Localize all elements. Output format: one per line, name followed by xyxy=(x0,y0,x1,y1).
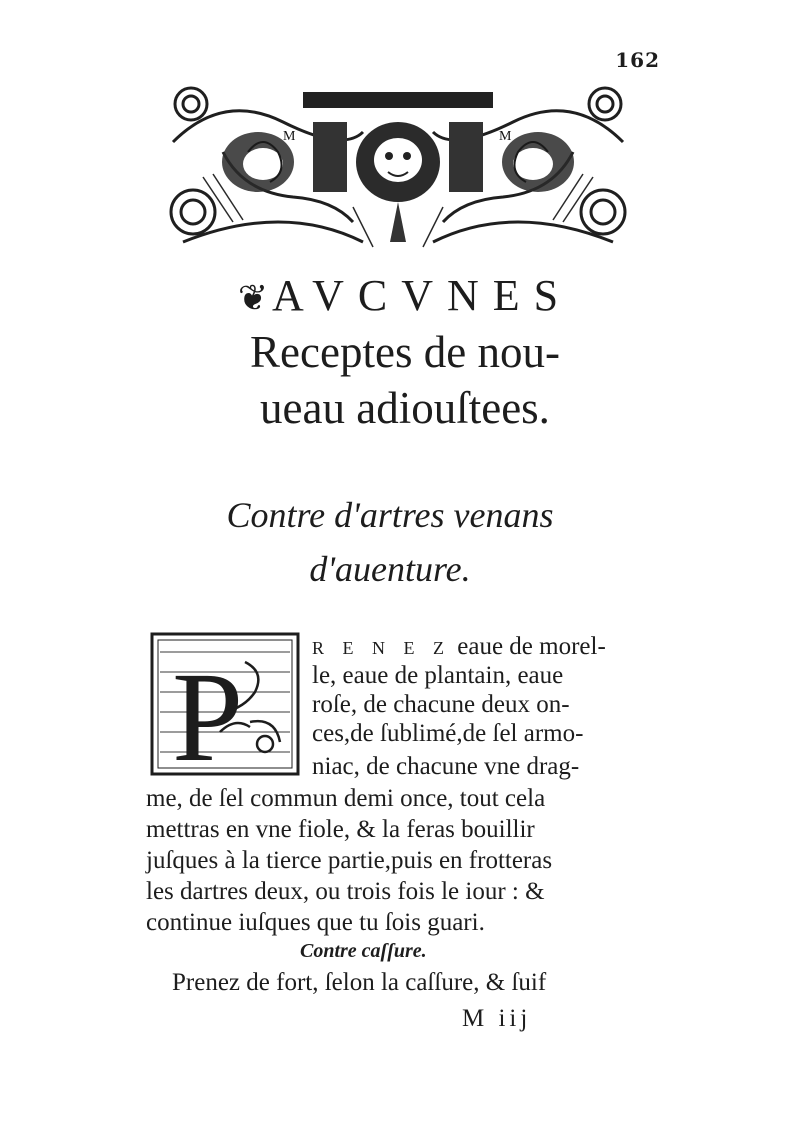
ornamental-headpiece xyxy=(163,82,633,254)
dropcap-letter: P xyxy=(172,646,244,776)
heading-line1: ❦AVCVNES xyxy=(237,271,573,320)
paragraph-line-8: juſques à la tierce partie,puis en frotteras xyxy=(146,847,553,874)
paragraph-line-3: roſe, de chacune deux on- xyxy=(312,691,570,718)
chapter-heading xyxy=(170,270,640,436)
fleuron-icon: ❦ xyxy=(237,278,269,318)
signature-mark: M iij xyxy=(462,1005,532,1032)
paragraph-line-5: niac, de chacune vne drag- xyxy=(312,753,580,780)
svg-text:M: M xyxy=(283,129,296,144)
section-title: Contre caſſure. xyxy=(300,940,427,962)
paragraph-line-4: ces,de ſublimé,de ſel armo- xyxy=(312,720,584,747)
paragraph-line-10: continue iuſques que tu ſois guari. xyxy=(146,909,485,936)
paragraph-line-1: R E N E Z eaue de morel- xyxy=(312,633,606,660)
paragraph-line-6: me, de ſel commun demi once, tout cela xyxy=(146,785,546,812)
paragraph-line-9: les dartres deux, ou trois fois le iour : & xyxy=(146,878,545,905)
recipe-title xyxy=(170,488,610,596)
paragraph-line-7: mettras en vne fiole, & la feras bouillir xyxy=(146,816,535,843)
page-number: 162 xyxy=(615,48,660,72)
heading-line2: Receptes de nou- xyxy=(250,327,560,377)
decorated-initial-icon xyxy=(150,632,300,776)
section-line-1: Prenez de fort, ſelon la caſſure, & ſuif xyxy=(172,969,547,996)
recipe-title-line2: d'auenture. xyxy=(309,549,471,589)
svg-text:M: M xyxy=(499,129,512,144)
paragraph-line-2: le, eaue de plantain, eaue xyxy=(312,662,564,689)
heading-line3: ueau adiouſtees. xyxy=(260,383,550,433)
recipe-title-line1: Contre d'artres venans xyxy=(226,495,554,535)
